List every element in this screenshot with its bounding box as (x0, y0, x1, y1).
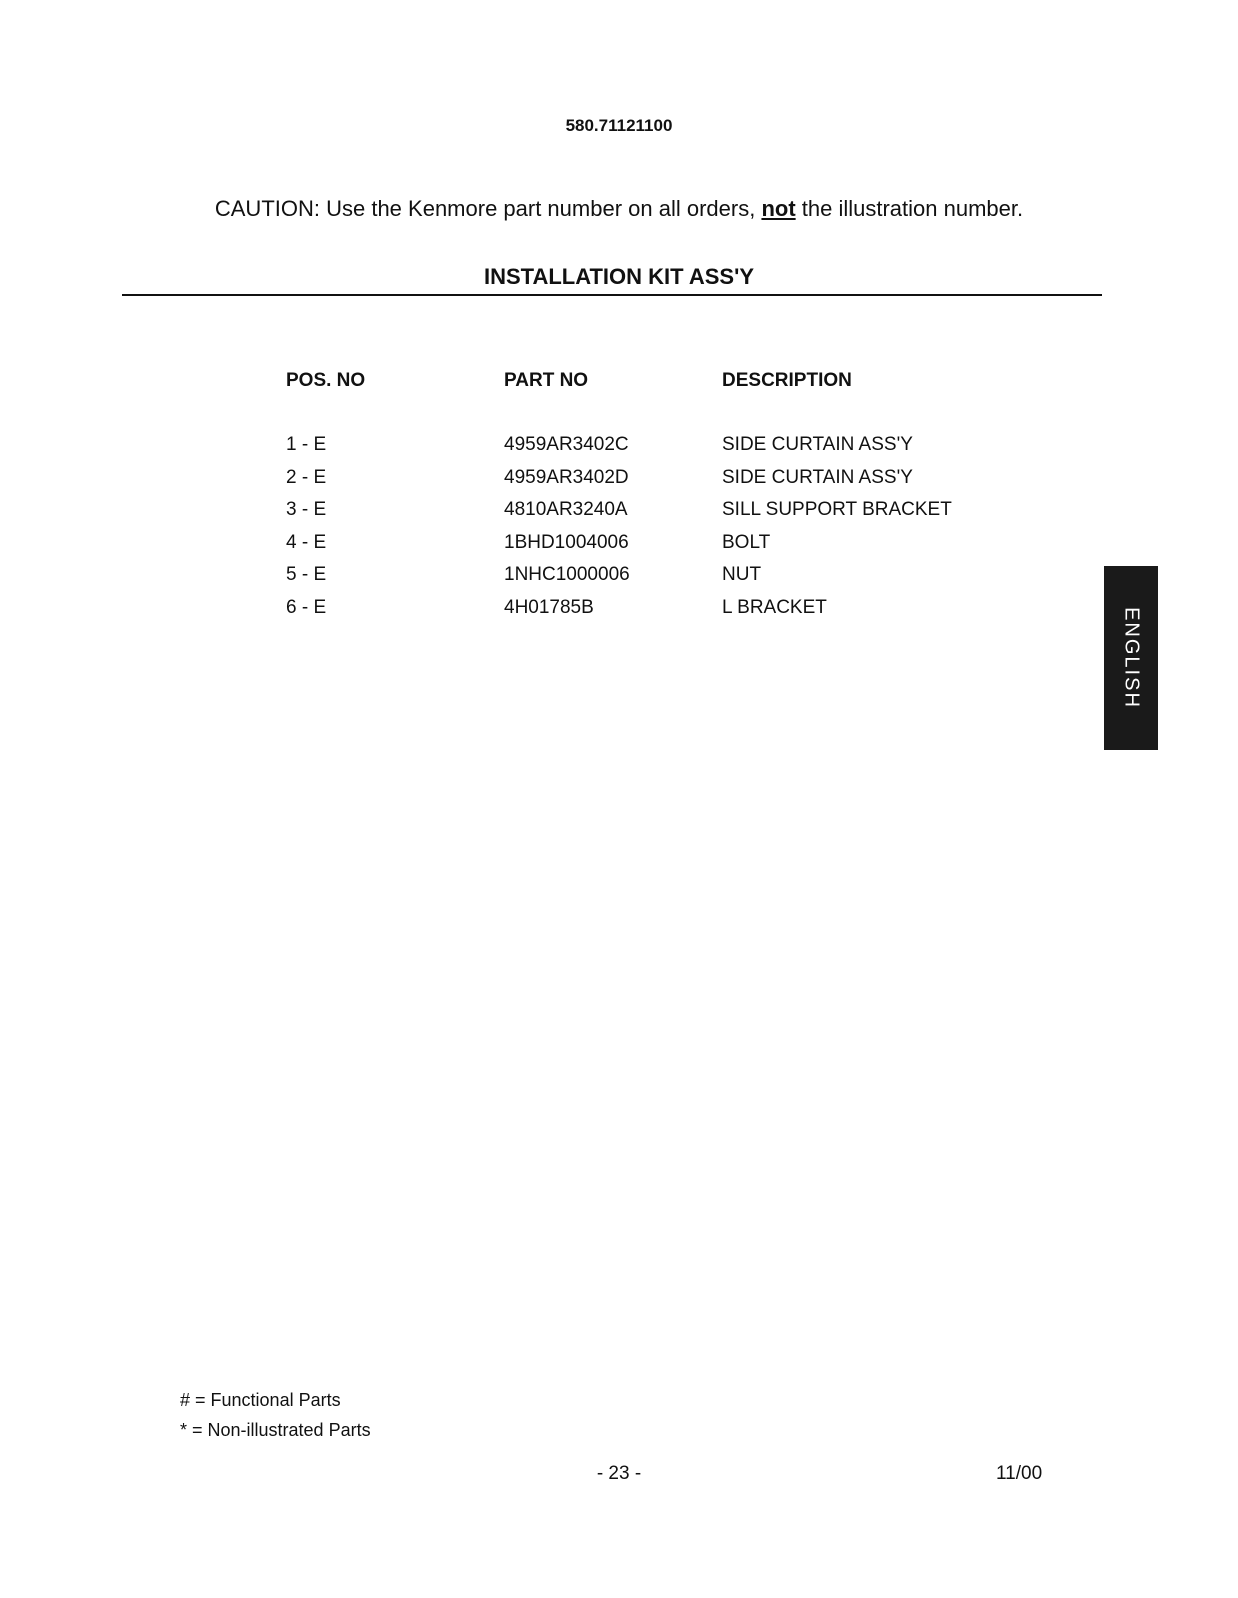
table-row (0, 564, 1238, 597)
model-number: 580.71121100 (565, 116, 673, 135)
section-title: INSTALLATION KIT ASS'Y (483, 264, 755, 289)
legend-non-illustrated: * = Non-illustrated Parts (180, 1420, 371, 1440)
pos-no-cell: 4 - E (286, 531, 327, 553)
pos-no-cell: 5 - E (286, 564, 327, 586)
part-no-cell: 4959AR3402C (504, 434, 629, 455)
caution-emphasis: not (761, 196, 796, 221)
table-row (0, 467, 1238, 500)
header-part-no: PART NO (504, 370, 589, 391)
header-description: DESCRIPTION (722, 370, 852, 391)
language-tab-label: ENGLISH (1120, 607, 1143, 709)
pos-no-cell: 2 - E (286, 466, 327, 488)
part-no-cell: 1NHC1000006 (504, 564, 630, 586)
header-pos-no: POS. NO (286, 370, 366, 391)
table-row (0, 597, 1238, 630)
part-no-cell: 4H01785B (504, 596, 594, 618)
pos-no-cell: 1 - E (286, 434, 327, 455)
pos-no-cell: 3 - E (286, 499, 327, 521)
legend-functional: # = Functional Parts (180, 1390, 341, 1410)
caution-prefix: CAUTION: Use the Kenmore part number on all orders, (214, 196, 762, 221)
caution-suffix: the illustration number. (795, 196, 1024, 221)
table-row (0, 532, 1238, 565)
revision-date: 11/00 (996, 1463, 1043, 1484)
language-tab (1104, 566, 1158, 750)
table-row (0, 434, 1238, 467)
caution-notice (0, 196, 1238, 222)
description-cell: BOLT (722, 531, 771, 553)
section-divider (122, 294, 1102, 296)
pos-no-cell: 6 - E (286, 596, 327, 618)
description-cell: SILL SUPPORT BRACKET (722, 499, 952, 521)
description-cell: NUT (722, 564, 762, 586)
parts-table (0, 434, 1238, 630)
part-no-cell: 1BHD1004006 (504, 531, 629, 553)
description-cell: L BRACKET (722, 596, 827, 618)
page-number: - 23 - (596, 1463, 642, 1484)
part-no-cell: 4959AR3402D (504, 466, 629, 488)
part-no-cell: 4810AR3240A (504, 499, 628, 521)
description-cell: SIDE CURTAIN ASS'Y (722, 434, 913, 455)
table-row (0, 499, 1238, 532)
description-cell: SIDE CURTAIN ASS'Y (722, 466, 913, 488)
